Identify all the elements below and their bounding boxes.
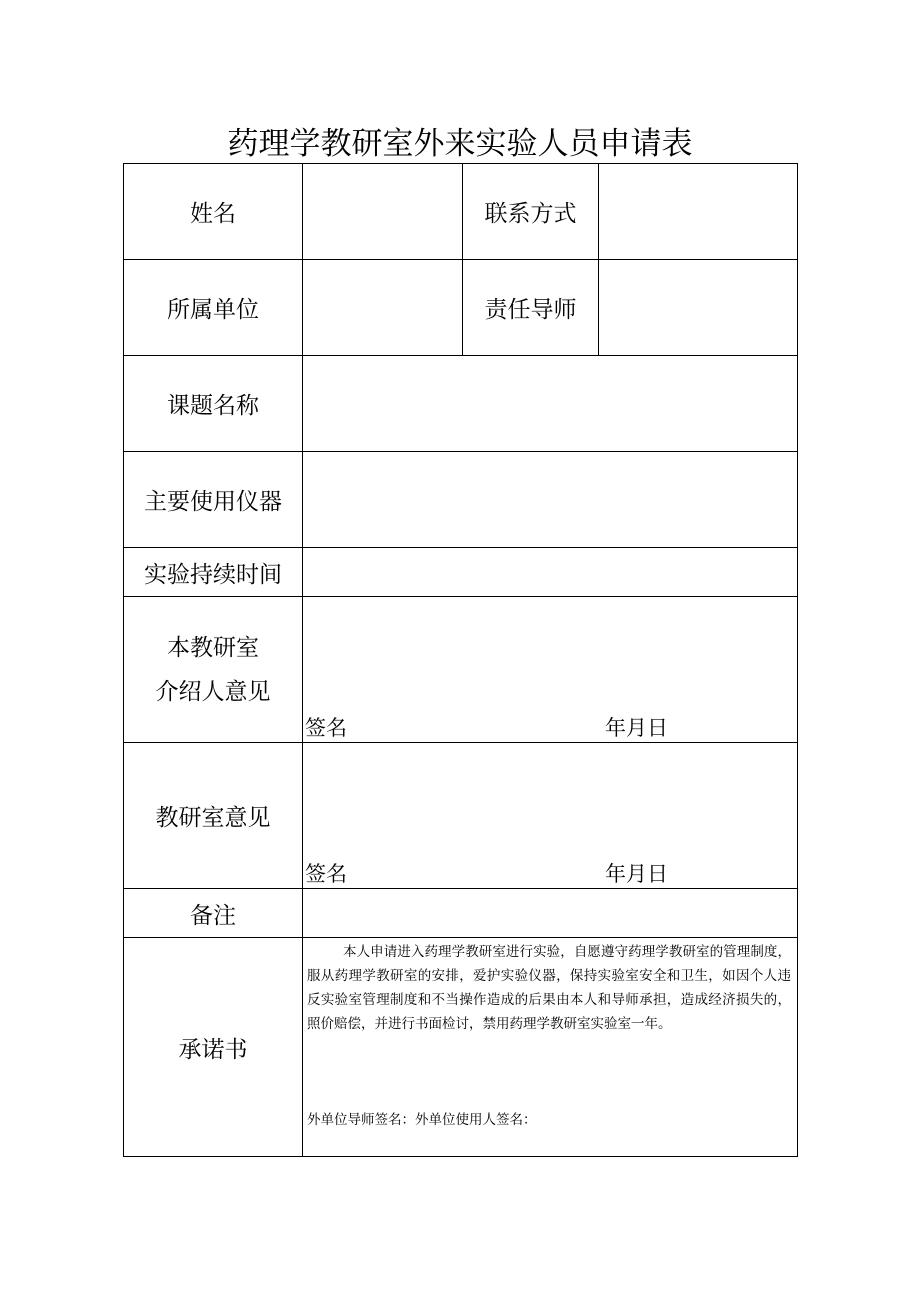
- name-field[interactable]: [303, 164, 463, 260]
- contact-field[interactable]: [599, 164, 798, 260]
- pledge-sign-line[interactable]: 外单位导师签名：外单位使用人签名：: [307, 1112, 537, 1128]
- contact-label: 联系方式: [463, 164, 599, 260]
- affiliation-label: 所属单位: [124, 260, 303, 356]
- duration-field[interactable]: [303, 548, 798, 597]
- row-name-contact: [124, 164, 798, 260]
- supervisor-label: 责任导师: [463, 260, 599, 356]
- instrument-field[interactable]: [303, 452, 798, 548]
- introducer-label-line2: 介绍人意见: [155, 678, 271, 705]
- affiliation-field[interactable]: [303, 260, 463, 356]
- application-form: [123, 163, 798, 1157]
- row-affiliation-supervisor: [124, 260, 798, 356]
- row-instrument: [124, 452, 798, 548]
- row-duration: [124, 548, 798, 597]
- form-title: 药理学教研室外来实验人员申请表: [227, 126, 693, 162]
- dept-opinion-field[interactable]: [303, 743, 798, 889]
- project-field[interactable]: [303, 356, 798, 452]
- introducer-label-line1: 本教研室: [167, 634, 259, 661]
- remarks-label: 备注: [124, 889, 303, 938]
- introducer-opinion-field[interactable]: [303, 597, 798, 743]
- row-project: [124, 356, 798, 452]
- instrument-label: 主要使用仪器: [124, 452, 303, 548]
- project-label: 课题名称: [124, 356, 303, 452]
- duration-label: 实验持续时间: [124, 548, 303, 597]
- pledge-cell: [303, 938, 798, 1157]
- pledge-text: 本人申请进入药理学教研室进行实验，自愿遵守药理学教研室的管理制度，服从药理学教研室的安排，爱护实验仪器，保持实验室安全和卫生，如因个人违反实验室管理制度和不当操作造成的后果由本人和导师承担，造成经济损失的，照价赔偿，并进行书面检讨，禁用药理学教研室实验室一年。: [307, 944, 791, 1032]
- introducer-sign-label: 签名: [305, 716, 347, 740]
- name-label: 姓名: [124, 164, 303, 260]
- row-pledge: [124, 938, 798, 1157]
- dept-opinion-label: 教研室意见: [124, 743, 303, 889]
- row-dept-opinion: [124, 743, 798, 889]
- dept-date-label: 年月日: [605, 862, 668, 886]
- introducer-label: [124, 597, 303, 743]
- dept-sign-label: 签名: [305, 862, 347, 886]
- supervisor-field[interactable]: [599, 260, 798, 356]
- introducer-date-label: 年月日: [605, 716, 668, 740]
- row-remarks: [124, 889, 798, 938]
- pledge-label: 承诺书: [124, 938, 303, 1157]
- row-introducer-opinion: [124, 597, 798, 743]
- remarks-field[interactable]: [303, 889, 798, 938]
